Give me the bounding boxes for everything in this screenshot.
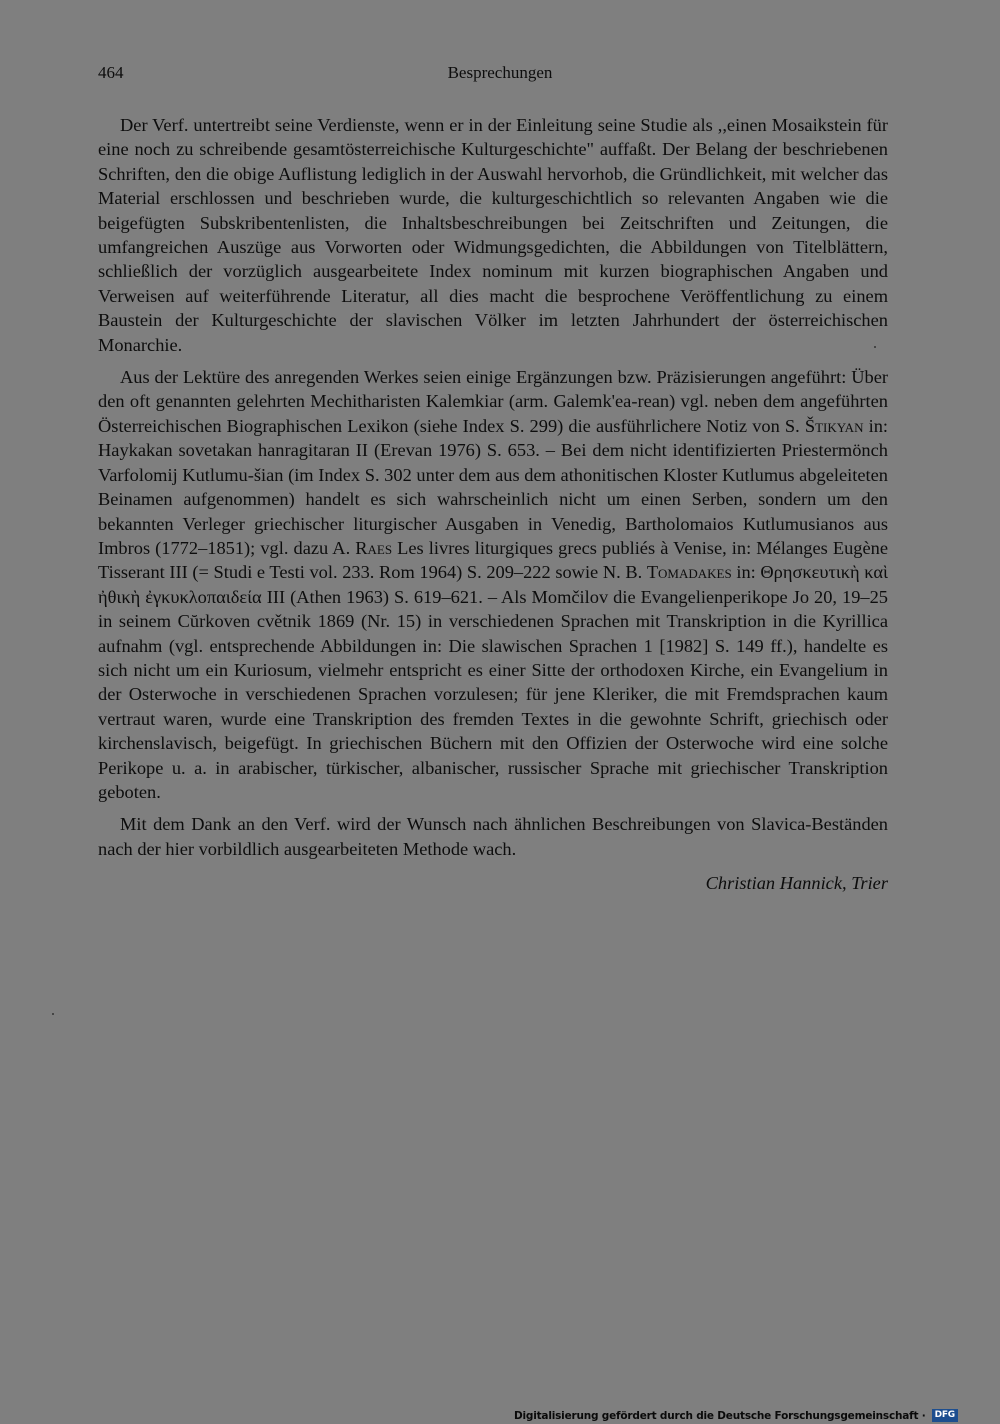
running-head: Besprechungen <box>447 63 553 82</box>
digitization-footer <box>514 1409 958 1422</box>
dfg-logo: DFG <box>932 1409 958 1422</box>
scan-speck <box>52 1013 54 1015</box>
paragraph-2-text-a: Aus der Lektüre des anregenden Werkes seien einige Ergänzungen bzw. Präzisierungen angeführt: Über den oft genannten gelehrten Mechitharisten Kalemkiar (arm. Galemk'ea-rean) vgl. neben dem angeführten Österreichischen Biographischen Lexikon (siehe Index S. 299) die ausführlichere Notiz von S. <box>98 367 888 436</box>
paragraph-2-text-d: in: Θρησκευτικὴ καὶ ἠθικὴ ἐγκυκλοπαιδεία III (Athen 1963) S. 619–621. – Als Momčilov die Evangelienperikope Jo 20, 19–25 in seinem Cŭrkoven cvětnik 1869 (Nr. 15) in verschiedenen Sprachen mit Transkription in die Kyrillica aufnahm (vgl. entsprechende Abbildungen in: Die slawischen Sprachen 1 [1982] S. 149 ff.), handelte es sich nicht um ein Kuriosum, vielmehr entspricht es einer Sitte der orthodoxen Kirche, ein Evangelium in der Osterwoche in verschiedenen Sprachen vorzulesen; für jene Kleriker, die mit Fremdsprachen kaum vertraut waren, wurde eine Transkription des fremden Textes in die gewohnte Schrift, griechisch oder kirchenslavisch, beigefügt. In griechischen Büchern mit den Offizien der Osterwoche wird eine solche Perikope u. a. in arabischer, türkischer, albanischer, russischer Sprache mit griechischer Transkription geboten. <box>98 562 888 802</box>
paragraph-1: Der Verf. untertreibt seine Verdienste, wenn er in der Einleitung seine Studie als ,,einen Mosaikstein für eine noch zu schreibende gesamtösterreichische Kulturgeschichte" auffaßt. Der Belang der beschriebenen Schriften, den die obige Auflistung lediglich in der Auswahl hervorhob, die Gründlichkeit, mit welcher das Material erschlossen und beschrieben wurde, die kulturgeschichtlich so relevanten Angaben wie die beigefügten Subskribentenlisten, die Inhaltsbeschreibungen bei Zeitschriften und Zeitungen, die umfangreichen Auszüge aus Vorworten oder Widmungsgedichten, die Abbildungen von Titelblättern, schließlich der vorzüglich ausgearbeitete Index nominum mit kurzen biographischen Angaben und Verweisen auf weiterführende Literatur, all dies macht die besprochene Veröffentlichung zu einem Baustein der Kulturgeschichte der slavischen Völker im letzten Jahrhundert der österreichischen Monarchie. <box>98 115 888 355</box>
reviewer-signature: Christian Hannick, Trier <box>705 873 888 894</box>
paragraph-2-text-b: in: Haykakan sovetakan hanragitaran II (Erevan 1976) S. 653. – Bei dem nicht identifizierten Priestermönch Varfolomij Kutlumu-šian (im Index S. 302 unter dem aus dem athonitischen Kloster Kutlumus abgeleiteten Beinamen aufgenommen) handelt es sich wahrscheinlich nicht um einen Serben, sondern um den bekannten Verleger griechischer liturgischer Ausgaben in Venedig, Bartholomaios Kutlumusianos aus Imbros (1772–1851); vgl. dazu A. <box>98 415 888 558</box>
paragraph-2 <box>98 365 888 804</box>
author-name-stikyan: Štikyan <box>804 415 864 436</box>
paragraph-2-text-c: Les livres liturgiques grecs publiés à Venise, in: Mélanges Eugène Tisserant III (= Studi e Testi vol. 233. Rom 1964) S. 209–222 sowie N. B. <box>98 537 888 583</box>
paragraph-3: Mit dem Dank an den Verf. wird der Wunsch nach ähnlichen Beschreibungen von Slavica-Beständen nach der hier vorbildlich ausgearbeiteten Methode wach. <box>98 814 888 859</box>
author-name-tomadakes: Tomadakes <box>646 562 732 583</box>
footer-note-text: Digitalisierung gefördert durch die Deutsche Forschungsgemeinschaft · <box>513 1409 926 1422</box>
page-number: 464 <box>98 63 124 82</box>
article-body <box>98 113 888 895</box>
scan-speck <box>874 346 876 348</box>
author-name-raes: Raes <box>355 537 393 558</box>
